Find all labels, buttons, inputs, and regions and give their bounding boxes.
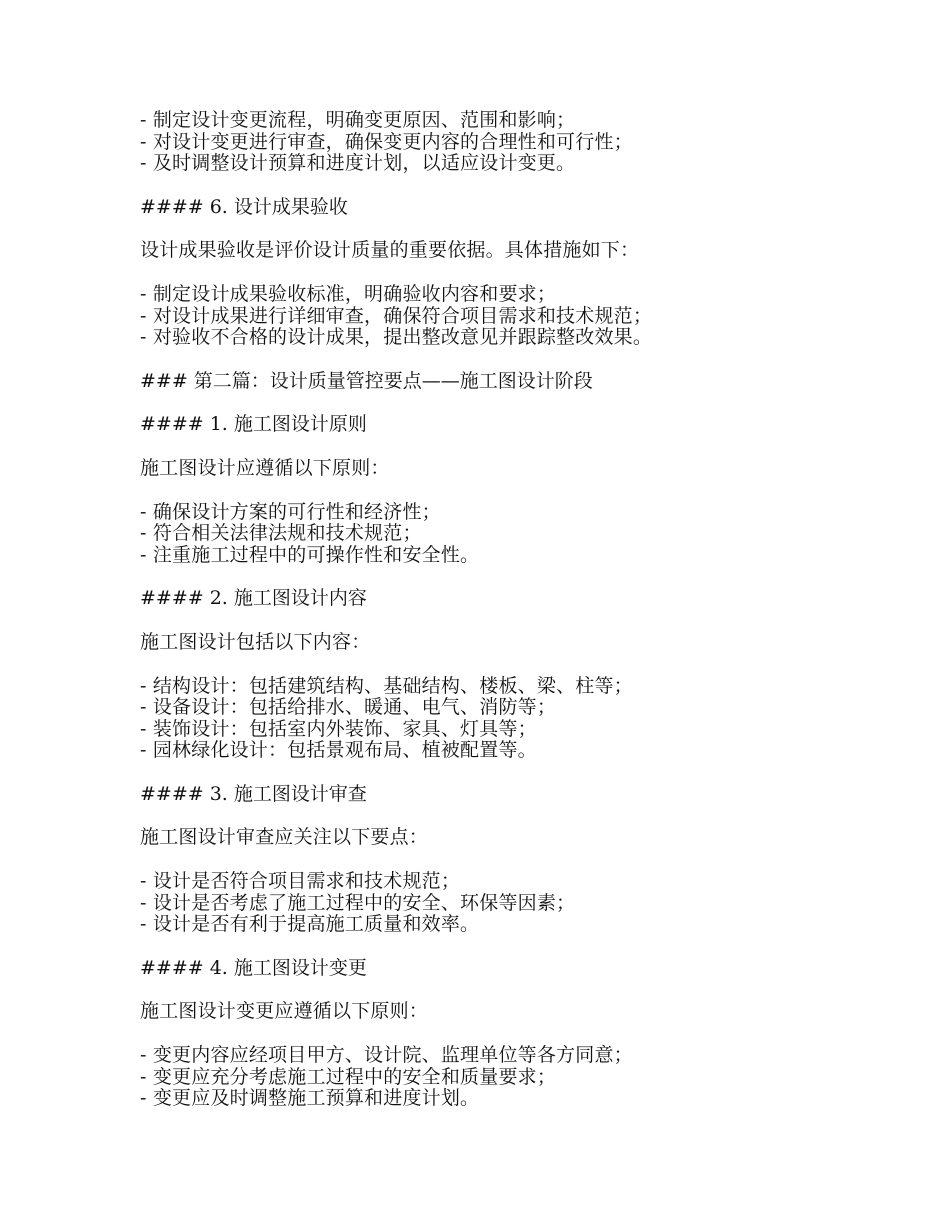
section-heading-2: #### 2. 施工图设计内容 [140, 587, 367, 610]
section-intro-3: 施工图设计审查应关注以下要点： [140, 826, 429, 849]
section-heading-3: #### 3. 施工图设计审查 [140, 782, 367, 805]
list-item: - 园林绿化设计：包括景观布局、植被配置等。 [140, 739, 537, 762]
list-block-6 [140, 284, 920, 349]
list-item: - 符合相关法律法规和技术规范； [140, 522, 422, 545]
list-item: - 对设计成果进行详细审查，确保符合项目需求和技术规范； [140, 304, 653, 327]
list-item: - 设计是否符合项目需求和技术规范； [140, 870, 461, 893]
part-heading-2: ### 第二篇：设计质量管控要点——施工图设计阶段 [140, 369, 593, 392]
list-item: - 及时调整设计预算和进度计划，以适应设计变更。 [140, 152, 576, 175]
list-block-1 [140, 502, 920, 567]
section-heading-6: #### 6. 设计成果验收 [140, 195, 348, 218]
list-item: - 注重施工过程中的可操作性和安全性。 [140, 543, 480, 566]
section-intro-6: 设计成果验收是评价设计质量的重要依据。具体措施如下： [140, 239, 640, 262]
section-heading-1: #### 1. 施工图设计原则 [140, 413, 367, 436]
list-block-3 [140, 871, 920, 936]
list-item: - 对验收不合格的设计成果，提出整改意见并跟踪整改效果。 [140, 326, 653, 349]
section-heading-4: #### 4. 施工图设计变更 [140, 956, 367, 979]
list-item: - 变更内容应经项目甲方、设计院、监理单位等各方同意； [140, 1044, 633, 1067]
list-item: - 装饰设计：包括室内外装饰、家具、灯具等； [140, 717, 537, 740]
list-item: - 对设计变更进行审查，确保变更内容的合理性和可行性； [140, 130, 633, 153]
list-item: - 制定设计变更流程，明确变更原因、范围和影响； [140, 109, 576, 131]
section-intro-2: 施工图设计包括以下内容： [140, 630, 371, 653]
list-item: - 制定设计成果验收标准，明确验收内容和要求； [140, 282, 557, 305]
section-intro-4: 施工图设计变更应遵循以下原则： [140, 1000, 429, 1023]
list-item: - 设计是否有利于提高施工质量和效率。 [140, 913, 480, 936]
list-item: - 确保设计方案的可行性和经济性； [140, 500, 441, 523]
list-item: - 结构设计：包括建筑结构、基础结构、楼板、梁、柱等； [140, 674, 633, 697]
list-item: - 变更应及时调整施工预算和进度计划。 [140, 1087, 480, 1110]
document-page [140, 110, 920, 1110]
list-block-2 [140, 676, 920, 762]
list-block-design-change [140, 110, 920, 175]
list-item: - 设备设计：包括给排水、暖通、电气、消防等； [140, 696, 557, 719]
section-intro-1: 施工图设计应遵循以下原则： [140, 456, 390, 479]
list-item: - 变更应充分考虑施工过程中的安全和质量要求； [140, 1065, 557, 1088]
list-block-4 [140, 1045, 920, 1110]
list-item: - 设计是否考虑了施工过程中的安全、环保等因素； [140, 891, 576, 914]
